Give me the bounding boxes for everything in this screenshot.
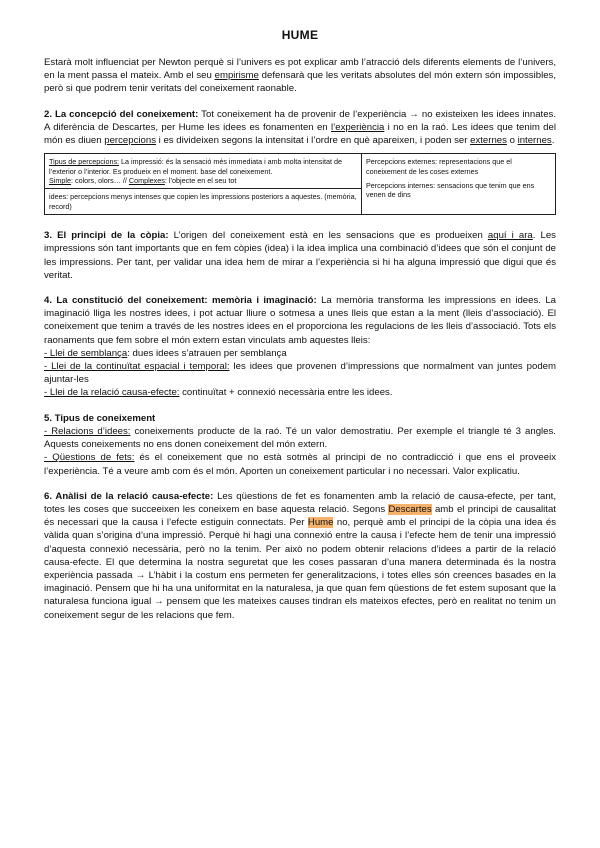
intro-paragraph xyxy=(44,56,556,96)
concepcio-text-2: i no en la raó. Les idees que tenim del món es diuen xyxy=(44,121,556,147)
section-copia xyxy=(44,229,556,282)
questions-label: - Qüestions de fets: xyxy=(44,452,135,464)
tipus-label: Tipus de percepcions: xyxy=(49,157,120,167)
section-tipus xyxy=(44,412,556,478)
impressio-cell xyxy=(45,154,362,189)
concepcio-text-1: Tot coneixement ha de provenir de l’experiència → no existeixen les idees innates. A diferència de Descartes, per Hume les idees es fonamenten en xyxy=(44,108,556,133)
simple-complex-text xyxy=(49,176,357,185)
concepcio-paragraph xyxy=(44,108,556,148)
simple-label: Simple xyxy=(49,176,71,186)
percepcions-term: percepcions xyxy=(104,135,156,147)
section-concepcio xyxy=(44,108,556,148)
section-constitucio xyxy=(44,294,556,400)
section-analisi xyxy=(44,490,556,622)
tipus-heading: 5. Tipus de coneixement xyxy=(44,412,156,424)
relacions-label: - Relacions d’idees: xyxy=(44,425,131,437)
empirisme-term: empirisme xyxy=(214,70,259,82)
intro-section xyxy=(44,56,556,96)
externes-internes-cell xyxy=(362,154,556,215)
aqui-term: aquí i ara xyxy=(487,230,533,242)
llei-causa-efecte-label: - Llei de la relació causa-efecte: xyxy=(44,387,180,399)
analisi-text-2: amb el principi de causalitat és necessari que la causa i l’efecte estiguin connectats. Per xyxy=(44,503,556,529)
analisi-text-1: Les qüestions de fet es fonamenten amb la relació de causa-efecte, per tant, totes les coses que succeeixen les coneixem en base aquesta relació. Segons xyxy=(44,490,556,515)
percepcions-externes: Percepcions externes: representacions que el coneixement de les coses externes xyxy=(366,157,512,176)
percepcions-table xyxy=(44,153,556,215)
hume-highlight: Hume xyxy=(307,517,334,529)
list-item xyxy=(44,347,556,360)
complexes-label: Complexes xyxy=(128,176,165,186)
concepcio-text-5: . xyxy=(551,135,555,147)
constitucio-paragraph xyxy=(44,294,556,347)
complexes-text: : l’objecte en el seu tot xyxy=(164,176,237,186)
descartes-highlight: Descartes xyxy=(388,503,432,515)
percepcions-internes: Percepcions internes: sensacions que tenim que ens venen de dins xyxy=(366,181,535,200)
concepcio-heading: 2. La concepció del coneixement: xyxy=(44,108,199,120)
copia-text-2: . Les impressions són tant importants que en fem còpies (idea) i la idea implica una combinació d’idees que són el conjunt de les impressions. Per tant, per validar una idea hem de mirar a l’experiència si hi ha alguna impressió que digui que és veritat. xyxy=(44,230,556,281)
idees-text: idees: percepcions menys intenses que copien les impressions posteriors a aquestes. (memòria, record) xyxy=(49,192,357,211)
concepcio-text-3: i es divideixen segons la intensitat i l’ordre en què apareixen, i poden ser xyxy=(156,135,471,147)
internes-term: internes xyxy=(517,135,552,147)
concepcio-text-4: o xyxy=(506,135,518,147)
relacions-text: coneixements producte de la raó. Té un valor demostratiu. Per exemple el triangle té 3 angles. Aquests coneixements no ens donen coneixement del món extern. xyxy=(44,425,556,451)
analisi-text-3: no, perquè amb el principi de la còpia una idea és vàlida quan s’origina d’una impressió. Perquè hi hagi una connexió entre la causa i l’efecte hem de tenir una impressió d’aquesta connexió necessària, però no la tenim. Per això no podem obtenir relacions d’idees a partir de la relació causa-efecte. El que determina la nostra seguretat que les coses passaran d’una manera determinada és la nostra experiència passada → L’hàbit i la costum ens permeten fer generalitzacions, i totes elles són creences basades en la imaginació. Pensem que hi ha una uniformitat en la naturalesa, ja que quan fem qüestions de fet estem suposant que la naturalesa funciona igual → pensem que les mateixes causes tindran els mateixos efectes, però en realitat no tenim un coneixement segur de les relacions que fem. xyxy=(44,517,556,621)
simple-text: : colors, olors… // xyxy=(70,176,129,186)
externes-term: externes xyxy=(470,135,507,147)
questions-text: és el coneixement que no està sotmès al principi de no contradicció i que ens el proveeix l’experiència. Té a veure amb com és el món. Aporten un coneixement particular i no necessari. Valor explicatiu. xyxy=(44,452,557,477)
intro-text-1: Estarà molt influenciat per Newton perquè si l’univers es pot explicar amb l’atracció dels diferents elements de l’univers, en la ment passa el mateix. Amb el seu xyxy=(44,57,556,82)
idees-cell xyxy=(45,189,362,215)
llei-continuitat-label: - Llei de la continuïtat espacial i temporal: xyxy=(44,361,230,373)
copia-paragraph xyxy=(44,229,556,282)
llei-causa-efecte-text: continuïtat + connexió necessària entre les idees. xyxy=(179,387,393,399)
list-item xyxy=(44,451,556,477)
list-item xyxy=(44,425,556,451)
experiencia-term: l’experiència xyxy=(331,121,385,133)
list-item xyxy=(44,360,556,386)
list-item xyxy=(44,386,556,399)
page-title: HUME xyxy=(281,28,319,42)
analisi-paragraph xyxy=(44,490,556,622)
constitucio-heading: 4. La constitució del coneixement: memòria i imaginació: xyxy=(44,295,317,307)
constitucio-text: La memòria transforma les impressions en idees. La imaginació lliga les nostres idees, i pot actuar lliure o sotmesa a unes lleis que estan a la ment (lleis d’associació). El coneixement que tenim a través de les nostres idees en el proporciona les regulacions de les lleis d’associació. Tots els raonaments que fem sobre el món extern estan vinculats amb aquestes lleis: xyxy=(44,295,556,346)
llei-semblanca-text: : dues idees s’atrauen per semblança xyxy=(127,347,287,359)
table-row xyxy=(45,154,556,189)
intro-text-2: defensarà que les veritats absolutes del món extern són impossibles, però si que podrem tenir veritats del coneixement raonable. xyxy=(44,70,557,95)
copia-heading: 3. El principi de la còpia: xyxy=(44,230,169,242)
copia-text-1: L’origen del coneixement està en les sensacions que es produeixen xyxy=(168,230,488,242)
llei-continuitat-text: les idees que provenen d’impressions que normalment van juntes podem ajuntar-les xyxy=(44,361,557,386)
impressio-text xyxy=(49,157,357,176)
analisi-heading: 6. Anàlisi de la relació causa-efecte: xyxy=(44,490,214,502)
llei-semblanca-label: - Llei de semblança xyxy=(44,347,128,359)
tipus-text: La impressió: és la sensació més immediata i amb molta intensitat de l’exterior o l’interior. Es produeix en el moment. base del coneixement. xyxy=(49,157,342,176)
